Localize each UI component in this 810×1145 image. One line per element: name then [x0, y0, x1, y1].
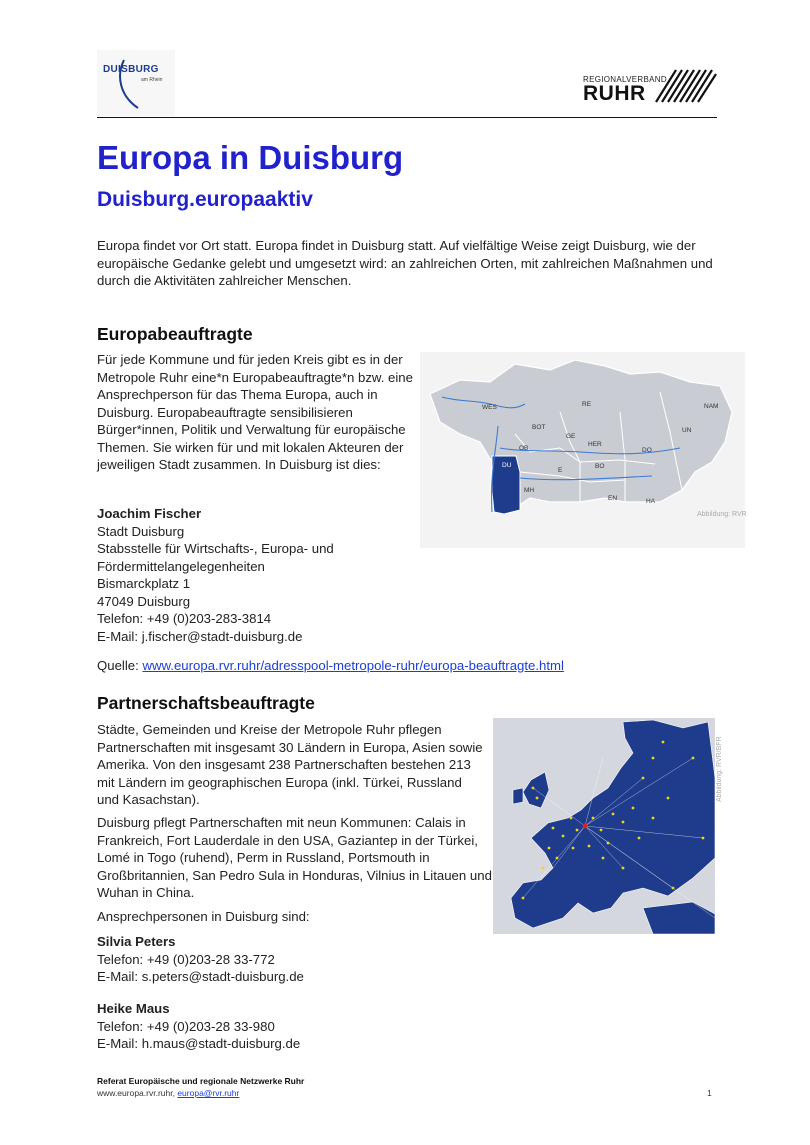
contact-email: E-Mail: s.peters@stadt-duisburg.de [97, 969, 304, 984]
section-heading-partnerschaftsbeauftragte: Partnerschaftsbeauftragte [97, 693, 315, 713]
contact-line: Telefon: +49 (0)203-283-3814 [97, 611, 272, 626]
footer-org: Referat Europäische und regionale Netzwerke Ruhr [97, 1076, 305, 1086]
section2-paragraph-3: Ansprechpersonen in Duisburg sind: [97, 909, 310, 924]
contact-block-maus [97, 1000, 487, 1053]
contact-email: E-Mail: h.maus@stadt-duisburg.de [97, 1036, 301, 1051]
footer-mail-link[interactable]: europa@rvr.ruhr [177, 1088, 240, 1098]
contact-line: Stabsstelle für Wirtschafts-, Europa- und Fördermittelangelegenheiten [97, 541, 334, 574]
section2-paragraph-1: Städte, Gemeinden und Kreise der Metropole Ruhr pflegen Partnerschaften mit insgesamt 30 Ländern in Europa, Asien sowie Amerika. Von den insgesamt 238 Partnerschaften bestehen 213 mit Ländern im geographischen Europa (inkl. Türkei, Russland und Kasachstan). [97, 722, 483, 807]
contact-block-fischer [97, 505, 417, 645]
intro-paragraph: Europa findet vor Ort statt. Europa findet in Duisburg statt. Auf vielfältige Weise zeigt Duisburg, wie der europäische Gedanke gelebt und umgesetzt wird: an zahlreichen Orten, mit zahlreichen Maßnahmen und durch die Aktivitäten zahlreicher Menschen. [97, 238, 713, 288]
map-label: BOT [532, 424, 546, 431]
map-label: EN [608, 495, 618, 502]
contact-name: Heike Maus [97, 1001, 170, 1016]
footer-contact [97, 1088, 239, 1098]
duisburg-logo-subtext: am Rhein [141, 77, 163, 83]
duisburg-logo-text: DUISBURG [103, 64, 159, 75]
section1-paragraph: Für jede Kommune und für jeden Kreis gibt es in der Metropole Ruhr eine*n Europabeauftragte*n bzw. eine Ansprechperson für das Thema Europa, auch in Duisburg. Europabeauftragte sensibilisieren Bürger*innen, Politik und Verwaltung für europäische Themen. Sie wirken für und mit lokalen Akteuren der jeweiligen Stadt zusammen. In Duisburg ist dies: [97, 352, 413, 472]
rvr-logo-small-text: REGIONALVERBAND [583, 75, 667, 84]
map-label: OB [519, 445, 529, 452]
footer-web: www.europa.rvr.ruhr, [97, 1088, 175, 1098]
map-label: RE [582, 401, 592, 408]
source-line [97, 657, 717, 675]
page-subtitle: Duisburg.europaaktiv [97, 188, 313, 211]
map-credit-rvr: Abbildung: RVR [697, 511, 747, 518]
contact-email: E-Mail: j.fischer@stadt-duisburg.de [97, 628, 303, 644]
contact-name: Silvia Peters [97, 934, 176, 949]
map-label: HA [646, 498, 656, 505]
contact-phone: Telefon: +49 (0)203-28 33-980 [97, 1018, 275, 1034]
map-label: E [558, 467, 563, 474]
contact-block-peters [97, 933, 487, 986]
header-divider [97, 117, 717, 118]
map-label: DO [642, 447, 652, 454]
page-title: Europa in Duisburg [97, 139, 404, 176]
contact-line: Bismarckplatz 1 [97, 576, 191, 591]
contact-line: Stadt Duisburg [97, 523, 185, 539]
contact-line: 47049 Duisburg [97, 593, 191, 609]
source-link[interactable]: www.europa.rvr.ruhr/adresspool-metropole-ruhr/europa-beauftragte.html [142, 658, 564, 673]
map-label: MH [524, 487, 535, 494]
map-label: GE [566, 433, 576, 440]
page-number: 1 [707, 1088, 712, 1098]
ruhr-region-map [420, 352, 745, 548]
rvr-stripes-icon [654, 68, 718, 104]
map-label: WES [482, 404, 497, 411]
section2-paragraph-2: Duisburg pflegt Partnerschaften mit neun Kommunen: Calais in Frankreich, Fort Lauderdale in den USA, Gaziantep in der Türkei, Lomé in Togo (ruhend), Perm in Russland, Portsmouth in Großbritannien, San Pedro Sula in Honduras, Vilnius in Litauen und Wuhan in China. [97, 815, 492, 900]
section-heading-europabeauftragte: Europabeauftragte [97, 324, 253, 344]
map-label: NAM [704, 403, 719, 410]
map-label: BO [595, 463, 605, 470]
map-label: DU [502, 462, 512, 469]
map-credit-rvr-bfr: Abbildung: RVR/BFR [716, 736, 723, 802]
contact-phone: Telefon: +49 (0)203-28 33-772 [97, 951, 275, 967]
rvr-logo-big-text: RUHR [583, 82, 646, 105]
contact-name: Joachim Fischer [97, 506, 202, 521]
map-label: UN [682, 427, 692, 434]
source-label: Quelle: [97, 658, 139, 673]
map-label: HER [588, 441, 602, 448]
europe-partnership-map [493, 718, 715, 934]
